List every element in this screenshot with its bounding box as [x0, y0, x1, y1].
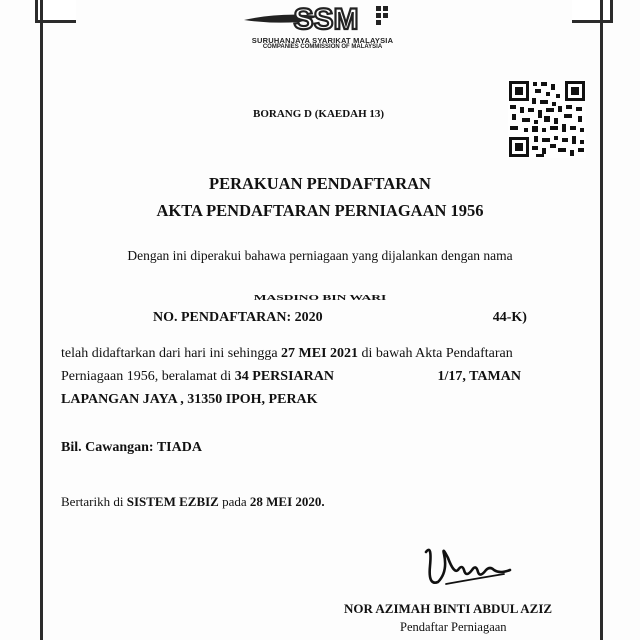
dated-middle: pada [222, 494, 247, 509]
business-owner-name: MASDINO BIN WARI [253, 293, 387, 302]
signatory-name: NOR AZIMAH BINTI ABDUL AZIZ [344, 601, 553, 616]
statement-text: telah didaftarkan dari hari ini sehingga [61, 346, 278, 361]
dated-statement [61, 494, 325, 510]
registration-number-suffix: 44-K) [492, 310, 527, 325]
statement-line-2 [61, 365, 581, 388]
act-title: AKTA PENDAFTARAN PERNIAGAAN 1956 [156, 201, 484, 220]
certificate-title: PERAKUAN PENDAFTARAN [209, 174, 431, 193]
statement-text: Perniagaan 1956, beralamat di [61, 369, 232, 384]
statement-line-1 [61, 342, 581, 365]
expiry-date: 27 MEI 2021 [281, 346, 359, 361]
agency-name-en: COMPANIES COMMISSION OF MALAYSIA [262, 44, 383, 50]
ssm-logo-icon [240, 0, 405, 55]
statement-text: di bawah Akta Pendaftaran [361, 346, 513, 361]
signature-icon [418, 540, 518, 610]
frame-border-right [600, 0, 603, 640]
issue-date: 28 MEI 2020. [249, 494, 325, 509]
address-start: 34 PERSIARAN [234, 369, 334, 384]
branch-count: Bil. Cawangan: TIADA [61, 440, 202, 455]
qr-code-icon [508, 80, 586, 158]
frame-corner-right [572, 0, 613, 23]
dated-prefix: Bertarikh di [61, 494, 124, 509]
logo-mark: SSM [293, 3, 359, 36]
frame-border-left [40, 0, 43, 640]
agency-name-ms: SURUHANJAYA SYARIKAT MALAYSIA [251, 36, 394, 45]
form-reference: BORANG D (KAEDAH 13) [253, 108, 385, 120]
signatory-title: Pendaftar Perniagaan [400, 620, 507, 634]
registration-number-prefix: NO. PENDAFTARAN: 2020 [153, 310, 323, 325]
issuing-system: SISTEM EZBIZ [126, 494, 219, 509]
address-line-2: LAPANGAN JAYA , 31350 IPOH, PERAK [61, 392, 318, 407]
certification-intro: Dengan ini diperakui bahawa perniagaan yang dijalankan dengan nama [127, 248, 513, 263]
address-part: 1/17, TAMAN [437, 369, 521, 384]
registration-statement [61, 342, 581, 411]
registration-number [153, 310, 527, 326]
